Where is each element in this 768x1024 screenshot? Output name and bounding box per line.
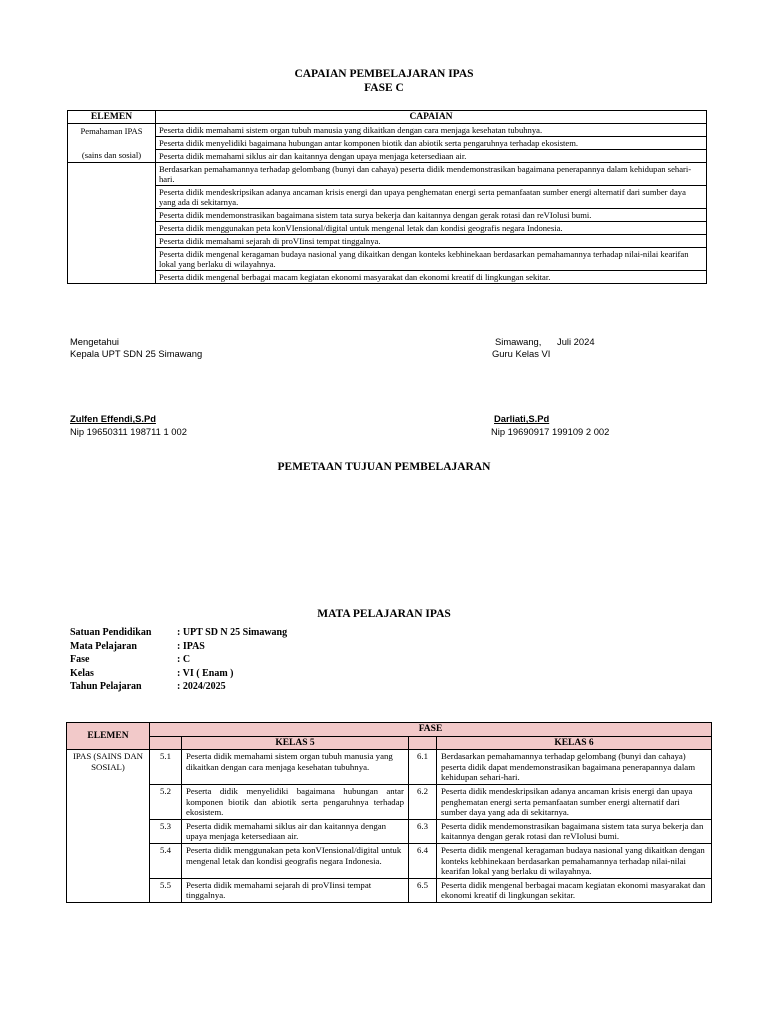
header-kelas6: KELAS 6 — [437, 736, 712, 750]
header-fase: FASE — [150, 723, 712, 737]
sign-left-name: Zulfen Effendi,S.Pd — [70, 413, 156, 424]
tp-text: Peserta didik memahami siklus air dan kaitannya dengan upaya menjaga ketersediaan air. — [182, 819, 409, 843]
info-value: : IPAS — [177, 640, 205, 652]
info-value: : 2024/2025 — [177, 681, 226, 693]
sign-right-place-date: Simawang, Juli 2024 — [495, 336, 595, 347]
capaian-row: Peserta didik memahami siklus air dan kaitannya dengan upaya menjaga ketersediaan air. — [156, 150, 707, 163]
pemetaan-table — [66, 722, 712, 903]
tp-text: Peserta didik mengenal keragaman budaya nasional yang dikaitkan dengan konteks kebhinekaan berdasarkan pemahamannya terhadap nilai-nilai kearifan lokal yang berlaku di wilayahnya. — [437, 843, 712, 878]
info-key: Satuan Pendidikan — [70, 627, 152, 638]
info-row — [70, 640, 287, 654]
info-key: Mata Pelajaran — [70, 640, 137, 652]
tp-text: Peserta didik memahami sejarah di proVIinsi tempat tinggalnya. — [182, 878, 409, 902]
info-row — [70, 667, 287, 681]
elemen-name: Pemahaman IPAS — [80, 126, 143, 136]
elemen2-cell: IPAS (SAINS DAN SOSIAL) — [67, 750, 150, 903]
tp-number: 5.2 — [150, 784, 182, 819]
document-phase: FASE C — [364, 82, 404, 94]
info-value: : VI ( Enam ) — [177, 667, 234, 679]
tp-number: 5.4 — [150, 843, 182, 878]
tp-text: Peserta didik mendeskripsikan adanya ancaman krisis energi dan upaya penghematan energi serta pemanfaatan sumber energi alternatif dari sumber daya yang ada di sekitarnya. — [437, 784, 712, 819]
info-row — [70, 653, 287, 667]
header-num6 — [409, 736, 437, 750]
section-subtitle: MATA PELAJARAN IPAS — [317, 608, 451, 620]
capaian-row: Peserta didik memahami sistem organ tubuh manusia yang dikaitkan dengan cara menjaga kesehatan tubuhnya. — [156, 124, 707, 137]
sign-right-nip: Nip 19690917 199109 2 002 — [491, 426, 610, 437]
sign-left-nip: Nip 19650311 198711 1 002 — [70, 426, 187, 437]
header-num5 — [150, 736, 182, 750]
tp-text: Peserta didik memahami sistem organ tubuh manusia yang dikaitkan dengan cara menjaga kesehatan tubuhnya. — [182, 750, 409, 785]
tp-text: Berdasarkan pemahamannya terhadap gelombang (bunyi dan cahaya) peserta didik dapat mendemonstrasikan bagaimana penerapannya dalam kehidupan sehari-hari. — [437, 750, 712, 785]
tp-number: 6.4 — [409, 843, 437, 878]
capaian-row: Peserta didik mengenal keragaman budaya nasional yang dikaitkan dengan konteks kebhinekaan berdasarkan pemahamannya terhadap nilai-nilai kearifan lokal yang berlaku di wilayahnya. — [156, 248, 707, 271]
info-row — [70, 680, 287, 694]
tp-text: Peserta didik menggunakan peta konVIensional/digital untuk mengenal letak dan kondisi geografis negara Indonesia. — [182, 843, 409, 878]
info-value: : C — [177, 654, 191, 666]
header-elemen: ELEMEN — [68, 111, 156, 124]
elemen-cell-cont — [68, 163, 156, 284]
sign-left-position: Kepala UPT SDN 25 Simawang — [70, 348, 203, 359]
tp-text: Peserta didik mengenal berbagai macam kegiatan ekonomi masyarakat dan ekonomi kreatif di lingkungan sekitar. — [437, 878, 712, 902]
header-elemen2: ELEMEN — [67, 723, 150, 750]
tp-number: 5.1 — [150, 750, 182, 785]
tp-number: 6.1 — [409, 750, 437, 785]
info-key: Kelas — [70, 667, 94, 679]
sign-right-position: Guru Kelas VI — [492, 348, 551, 359]
elemen-cell — [68, 124, 156, 163]
tp-number: 6.5 — [409, 878, 437, 902]
header-kelas5: KELAS 5 — [182, 736, 409, 750]
section-title: PEMETAAN TUJUAN PEMBELAJARAN — [277, 461, 491, 473]
tp-number: 6.2 — [409, 784, 437, 819]
capaian-row: Peserta didik menggunakan peta konVIensional/digital untuk mengenal letak dan kondisi geografis negara Indonesia. — [156, 222, 707, 235]
header-capaian: CAPAIAN — [156, 111, 707, 124]
tp-number: 6.3 — [409, 819, 437, 843]
info-key: Tahun Pelajaran — [70, 681, 142, 693]
tp-text: Peserta didik mendemonstrasikan bagaimana sistem tata surya bekerja dan kaitannya dengan gerak rotasi dan reVIolusi bumi. — [437, 819, 712, 843]
sign-left-label: Mengetahui — [70, 336, 119, 347]
document-title: CAPAIAN PEMBELAJARAN IPAS — [294, 68, 474, 80]
info-row — [70, 626, 287, 640]
info-value: : UPT SD N 25 Simawang — [177, 627, 288, 638]
tp-number: 5.5 — [150, 878, 182, 902]
info-key: Fase — [70, 654, 90, 666]
sign-right-name: Darliati,S.Pd — [494, 413, 550, 424]
capaian-row: Peserta didik mengenal berbagai macam kegiatan ekonomi masyarakat dan ekonomi kreatif di lingkungan sekitar. — [156, 271, 707, 284]
capaian-table — [67, 110, 707, 284]
capaian-row: Peserta didik mendeskripsikan adanya ancaman krisis energi dan upaya penghematan energi serta pemanfaatan sumber energi alternatif dari sumber daya yang ada di sekitarnya. — [156, 186, 707, 209]
tp-text: Peserta didik menyelidiki bagaimana hubungan antar komponen biotik dan abiotik serta pengaruhnya terhadap ekosistem. — [182, 784, 409, 819]
capaian-row: Peserta didik menyelidiki bagaimana hubungan antar komponen biotik dan abiotik serta pengaruhnya terhadap ekosistem. — [156, 137, 707, 150]
tp-number: 5.3 — [150, 819, 182, 843]
capaian-row: Peserta didik mendemonstrasikan bagaimana sistem tata surya bekerja dan kaitannya dengan gerak rotasi dan reVIolusi bumi. — [156, 209, 707, 222]
elemen-subtitle: (sains dan sosial) — [81, 150, 142, 160]
capaian-row: Peserta didik memahami sejarah di proVIinsi tempat tinggalnya. — [156, 235, 707, 248]
info-block — [70, 626, 287, 694]
capaian-row: Berdasarkan pemahamannya terhadap gelombang (bunyi dan cahaya) peserta didik mendemonstrasikan bagaimana penerapannya dalam kehidupan sehari-hari. — [156, 163, 707, 186]
